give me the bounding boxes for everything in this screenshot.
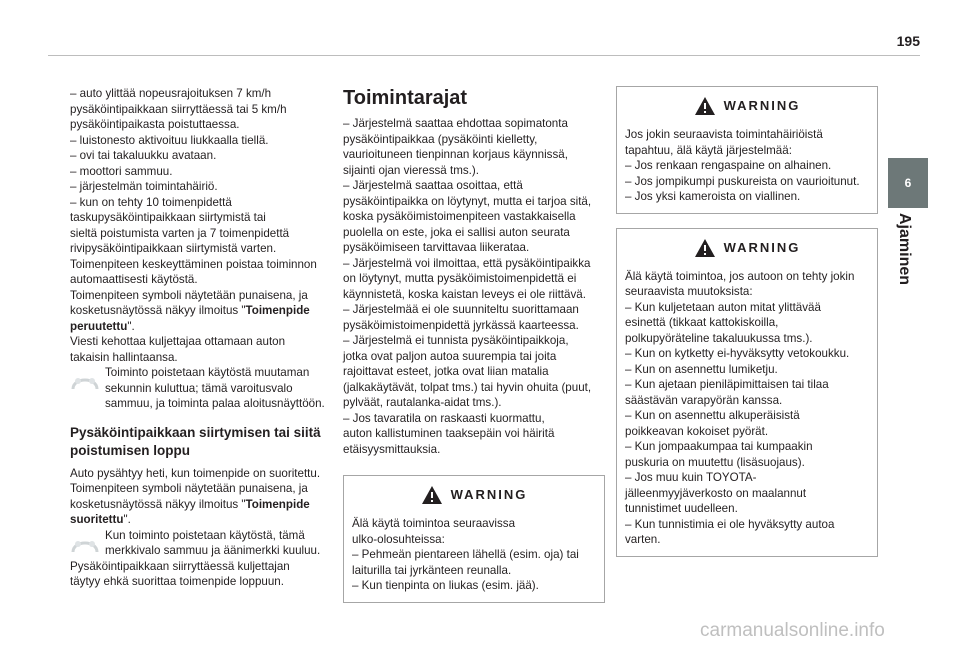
warning-triangle-icon [694,238,716,258]
paragraph-end: Auto pysähtyy heti, kun toimenpide on suoritettu. Toimenpiteen symboli näytetään punaisena, ja kosketusnäytössä näkyy ilmoitus "Toimenpide suoritettu". [70,466,321,526]
warning-1-text: Jos jokin seuraavista toimintahäiriöistä tapahtuu, älä käytä järjestelmää: – Jos renkaan rengaspaine on alhainen. – Jos jompikumpi puskureista on vaurioitunut. – Jos yksi kameroista on viallinen. [625,128,860,203]
page-number: 195 [896,33,920,49]
chapter-number: 6 [904,176,912,190]
chapter-label: Ajaminen [896,213,913,286]
steering-hands-icon [70,367,100,393]
warning-box-2 [616,228,878,557]
warning-header: WARNING [625,93,869,119]
bold-message-done: Toimenpide suoritettu [70,497,310,526]
paragraph-conditions: – auto ylittää nopeusrajoituksen 7 km/h pysäköintipaikkaan siirryttäessä tai 5 km/h pysäköintipaikasta poistuttaessa. – luistonesto aktivoituu liukkaalla tiellä. – ovi tai takaluukku avataan. – moottori sammuu. – järjestelmän toimintahäiriö. – kun on tehty 10 toimenpidettä taskupysäköintipaikkaan siirtymistä tai sieltä poistumista varten ja 7 toimenpidettä rivipysäköintipaikkaan siirtymistä varten. Toimenpiteen keskeyttäminen poistaa toiminnon automaattisesti käytöstä. Toimenpiteen symboli näytetään punaisena, ja kosketusnäytössä näkyy ilmoitus "Toimenpide peruutettu". Viesti kehottaa kuljettajaa ottamaan auton takaisin hallintaansa. [70,87,317,364]
warning-text: Älä käytä toimintoa seuraavissa ulko-olosuhteissa: – Pehmeän pientareen lähellä (esim. oja) tai laiturilla tai jyrkänteen reunalla. – Kun tienpinta on liukas (esim. jää). [352,517,579,592]
warning-box [343,475,605,603]
column-1 [70,86,332,590]
warning-header: WARNING [352,482,596,508]
warning-box-1 [616,86,878,214]
watermark: carmanualsonline.info [700,620,885,641]
paragraph-finish: Pysäköintipaikkaan siirryttäessä kuljettajan täytyy ehkä suorittaa toimenpide loppuun. [70,559,290,588]
chapter-tab[interactable] [888,158,928,208]
warning-triangle-icon [421,485,443,505]
limits-text: – Järjestelmä saattaa ehdottaa sopimatonta pysäköintipaikkaa (pysäköinti kielletty, vaurioituneen tienpinnan korjaus käynnissä, sijainti ojan vieressä tms.). – Järjestelmä saattaa osoittaa, että pysäköintipaikka on löytynyt, mutta ei tarjoa sitä, koska pysäköimistoimenpiteen vastakkaisella puolella on este, joka ei sallisi auton seurata pysäköimiseen tarvittavaa liikerataa. – Järjestelmä voi ilmoittaa, että pysäköintipaikka on löytynyt, mutta pysäköimistoimenpidettä ei käynnistetä, koska kaistan leveys ei ole riittävä. – Järjestelmää ei ole suunniteltu suorittamaan pysäköimistoimenpidettä jyrkässä kaarteessa. – Järjestelmä ei tunnista pysäköintipaikkoja, jotka ovat paljon autoa suurempia tai joita rajoittavat esteet, jotka ovat liian matalia (jalkakäytävät, tolpat tms.) tai hyvin ohuita (puut, pylväät, rautalanka-aidat tms.). – Jos tavaratila on raskaasti kuormattu, auton kallistuminen taaksepäin voi häiritä etäisyysmittauksia. [343,117,592,456]
bold-message-cancelled: Toimenpide peruutettu [70,304,310,333]
top-rule [48,55,920,56]
warning-header: WARNING [625,235,869,261]
warning-triangle-icon [694,96,716,116]
warning-2-text: Älä käytä toimintoa, jos autoon on tehty jokin seuraavista muutoksista: – Kun kuljetetaan auton mitat ylittävää esinettä (tikkaat kattokiskoilla, polkupyöräteline takaluukussa tms.). – Kun on kytketty ei-hyväksytty vetokoukku. – Kun on asennettu lumiketju. – Kun ajetaan pieniläpimittaisen tai tilaa säästävän varapyörän kanssa. – Kun on asennettu alkuperäisistä poikkeavan kokoiset pyörät. – Kun jompaakumpaa tai kumpaakin puskuria on muutettu (lisäsuojaus). – Jos muu kuin TOYOTA- jälleenmyyjäverkosto on maalannut tunnistimet uudelleen. – Kun tunnistimia ei ole hyväksytty autoa varten. [625,269,855,546]
info-note-1 [70,365,332,412]
section-heading: Pysäköintipaikkaan siirtymisen tai siitä poistumisen loppu [70,424,321,458]
column-2 [343,86,605,603]
column-3 [616,86,878,557]
info-note-2 [70,528,332,559]
section-title: Toimintarajat [343,87,468,109]
note-1-text: Toiminto poistetaan käytöstä muutaman sekunnin kuluttua; tämä varoitusvalo sammuu, ja toiminta palaa aloitusnäyttöön. [105,366,325,410]
note-2-text: Kun toiminto poistetaan käytöstä, tämä merkkivalo sammuu ja äänimerkki kuuluu. [105,528,321,557]
steering-hands-icon [70,530,100,556]
